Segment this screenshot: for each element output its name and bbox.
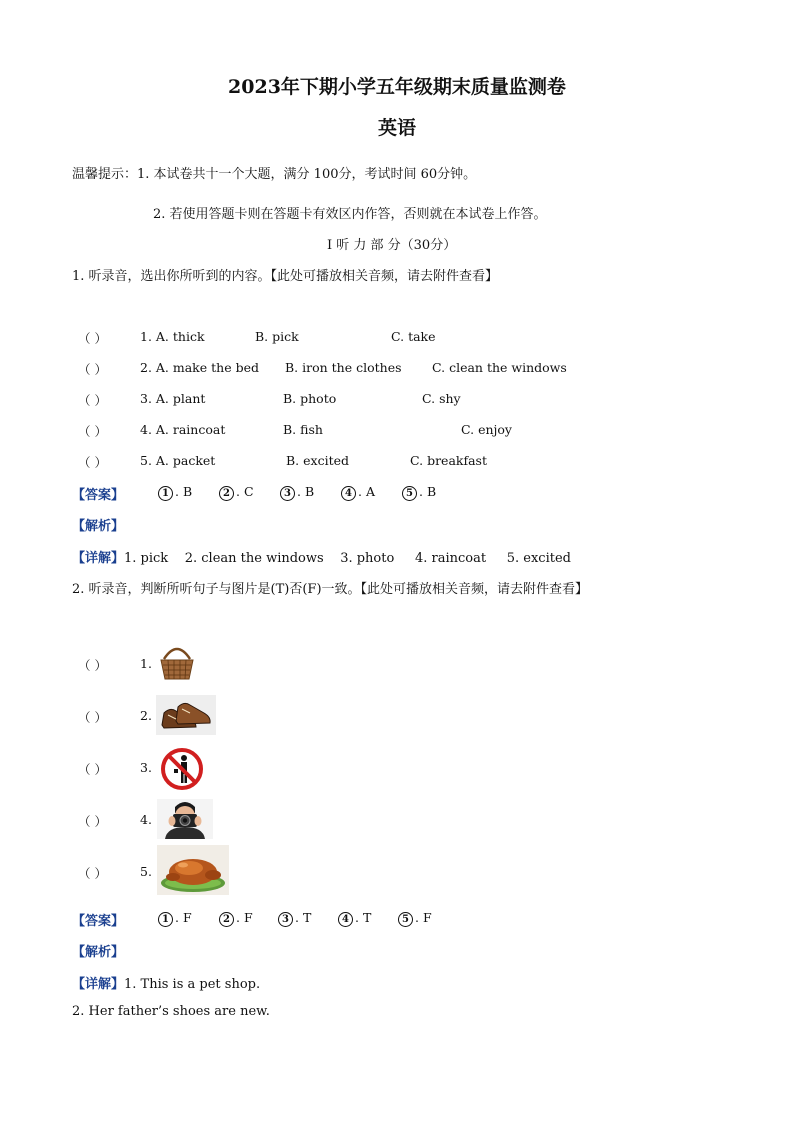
option-b: B. fish — [283, 422, 323, 437]
answer-item: 4 . A — [341, 484, 375, 501]
q1-item — [78, 391, 678, 411]
person-with-camera-icon — [157, 799, 213, 839]
tips-line-2: 2. 若使用答题卡则在答题卡有效区内作答，否则就在本试卷上作答。 — [153, 207, 547, 222]
option-c: C. breakfast — [410, 453, 487, 468]
q1-prompt: 1. 听录音，选出你所听到的内容。【此处可播放相关音频，请去附件查看】 — [72, 269, 499, 284]
answer-paren[interactable]: （ ） — [78, 455, 107, 470]
option-a: 2. A. make the bed — [140, 360, 259, 375]
q1-item — [78, 422, 678, 442]
subject-title: 英语 — [377, 117, 416, 139]
analysis-label: 【解析】 — [72, 945, 125, 960]
option-a: 3. A. plant — [140, 391, 206, 406]
detail-label: 【详解】 — [72, 551, 125, 566]
answer-item: 3 . B — [280, 484, 314, 501]
q2-prompt: 2. 听录音，判断所听句子与图片是(T)否(F)一致。【此处可播放相关音频，请去附件查看】 — [72, 582, 589, 597]
answer-item: 1 . F — [158, 910, 192, 927]
detail-label: 【详解】 — [72, 977, 125, 992]
option-a: 1. A. thick — [140, 329, 205, 344]
option-b: B. iron the clothes — [285, 360, 402, 375]
answer-label: 【答案】 — [72, 914, 125, 929]
option-c: C. enjoy — [461, 422, 512, 437]
answer-paren[interactable]: （ ） — [78, 362, 107, 377]
detail-text: 1. This is a pet shop. — [124, 977, 261, 992]
detail-line — [72, 547, 571, 566]
q1-item — [78, 360, 678, 380]
answer-paren[interactable]: （ ） — [78, 393, 107, 408]
shoes-icon — [156, 695, 216, 735]
page-title: 2023年下期小学五年级期末质量监测卷 — [228, 76, 566, 98]
item-number: 5. — [140, 864, 152, 879]
option-b: B. pick — [255, 329, 299, 344]
item-number: 3. — [140, 760, 152, 775]
section-title: I 听 力 部 分（30分） — [327, 238, 457, 253]
detail-line-2: 2. Her father’s shoes are new. — [72, 1004, 270, 1019]
answer-paren[interactable]: （ ） — [78, 331, 107, 346]
option-a: 5. A. packet — [140, 453, 216, 468]
answer-paren[interactable]: （ ） — [78, 710, 107, 725]
answer-item: 4 . T — [338, 910, 371, 927]
detail-text: 1. pick 2. clean the windows 3. photo 4. raincoat 5. excited — [124, 551, 571, 566]
option-b: B. photo — [283, 391, 337, 406]
item-number: 4. — [140, 812, 152, 827]
option-c: C. clean the windows — [432, 360, 567, 375]
roast-chicken-icon — [157, 845, 229, 895]
answer-item: 5 . F — [398, 910, 432, 927]
item-number: 1. — [140, 656, 152, 671]
answer-item: 2 . C — [219, 484, 254, 501]
item-number: 2. — [140, 708, 152, 723]
answer-label: 【答案】 — [72, 488, 125, 503]
answer-paren[interactable]: （ ） — [78, 658, 107, 673]
answer-item: 1 . B — [158, 484, 192, 501]
answer-item: 3 . T — [278, 910, 311, 927]
q1-item — [78, 453, 678, 473]
no-littering-sign-icon — [160, 747, 204, 791]
answer-paren[interactable]: （ ） — [78, 814, 107, 829]
detail-line — [72, 973, 260, 992]
basket-icon — [158, 643, 196, 683]
option-c: C. shy — [422, 391, 461, 406]
option-c: C. take — [391, 329, 436, 344]
answer-paren[interactable]: （ ） — [78, 424, 107, 439]
answer-paren[interactable]: （ ） — [78, 762, 107, 777]
option-a: 4. A. raincoat — [140, 422, 226, 437]
q1-item — [78, 329, 678, 349]
option-b: B. excited — [286, 453, 350, 468]
answer-item: 5 . B — [402, 484, 436, 501]
analysis-label: 【解析】 — [72, 519, 125, 534]
answer-item: 2 . F — [219, 910, 253, 927]
answer-paren[interactable]: （ ） — [78, 866, 107, 881]
tips-line-1: 温馨提示：1. 本试卷共十一个大题，满分 100分，考试时间 60分钟。 — [72, 167, 477, 182]
